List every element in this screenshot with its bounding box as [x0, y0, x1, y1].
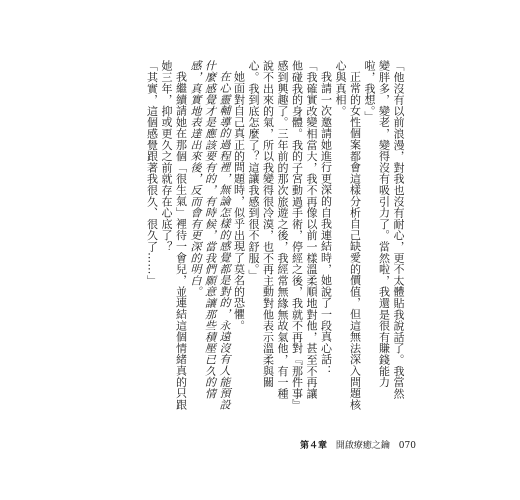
paragraph-5: 她面對自己真正的問題時，似乎出現了莫名的恐懼。 [232, 71, 246, 331]
page-number: 070 [398, 441, 416, 451]
chapter-label: 第４章 [300, 441, 328, 451]
paragraph-quote-2: 「我確實改變相當大，我不再像以前一樣溫柔順地對他，甚至不再讓他碰我的身體。我的子宮動過手術，停經之後，我就不再對『那件事』感到興趣了。三年前的那次旅遊之後，我經常無緣無故氣他，有一種說不出來的氣，所以我變得很冷漠，也不再主動對他表示溫柔與關心。我到底怎麼了？這讓我感到很不舒服。」 [247, 60, 318, 405]
paragraph-6: 在心靈輔導的過程裡，無論怎樣的感覺都是對的，永遠沒有人能預設什麼感覺才是應該要有的，有時候，當我們願意讓那些積壓已久的情感，真實地表達出來後，反而會有更深的明白。 [189, 60, 231, 410]
paragraph-quote-3: 「其實，這個感覺跟著我很久、很久了……」 [145, 60, 159, 286]
paragraph-3: 我請一次邀請她進行更深的自我連結時，她說了一段真心話： [319, 71, 333, 377]
chapter-title: 開啟療癒之鑰 [335, 441, 390, 451]
paragraph-2: 正常的女性個案都會這樣分析自己缺愛的價值，但這無法深入問題核心與真相。 [334, 60, 362, 410]
paragraph-7: 我繼續請她在那個「很生氣」裡待一會兒，並連結這個情緒真的只跟她三年，抑或更久之前就存在心底了？ [160, 60, 188, 410]
page-footer [300, 438, 422, 451]
paragraph-quote-1: 「他沒有以前浪漫，對我也沒有耐心，更不太體貼我說話了。我當然變胖多，變老，變得沒有吸引力了。當然啦，我還是很有賺錢能力啦，我想。」 [363, 60, 405, 399]
vertical-text-block [135, 60, 405, 410]
